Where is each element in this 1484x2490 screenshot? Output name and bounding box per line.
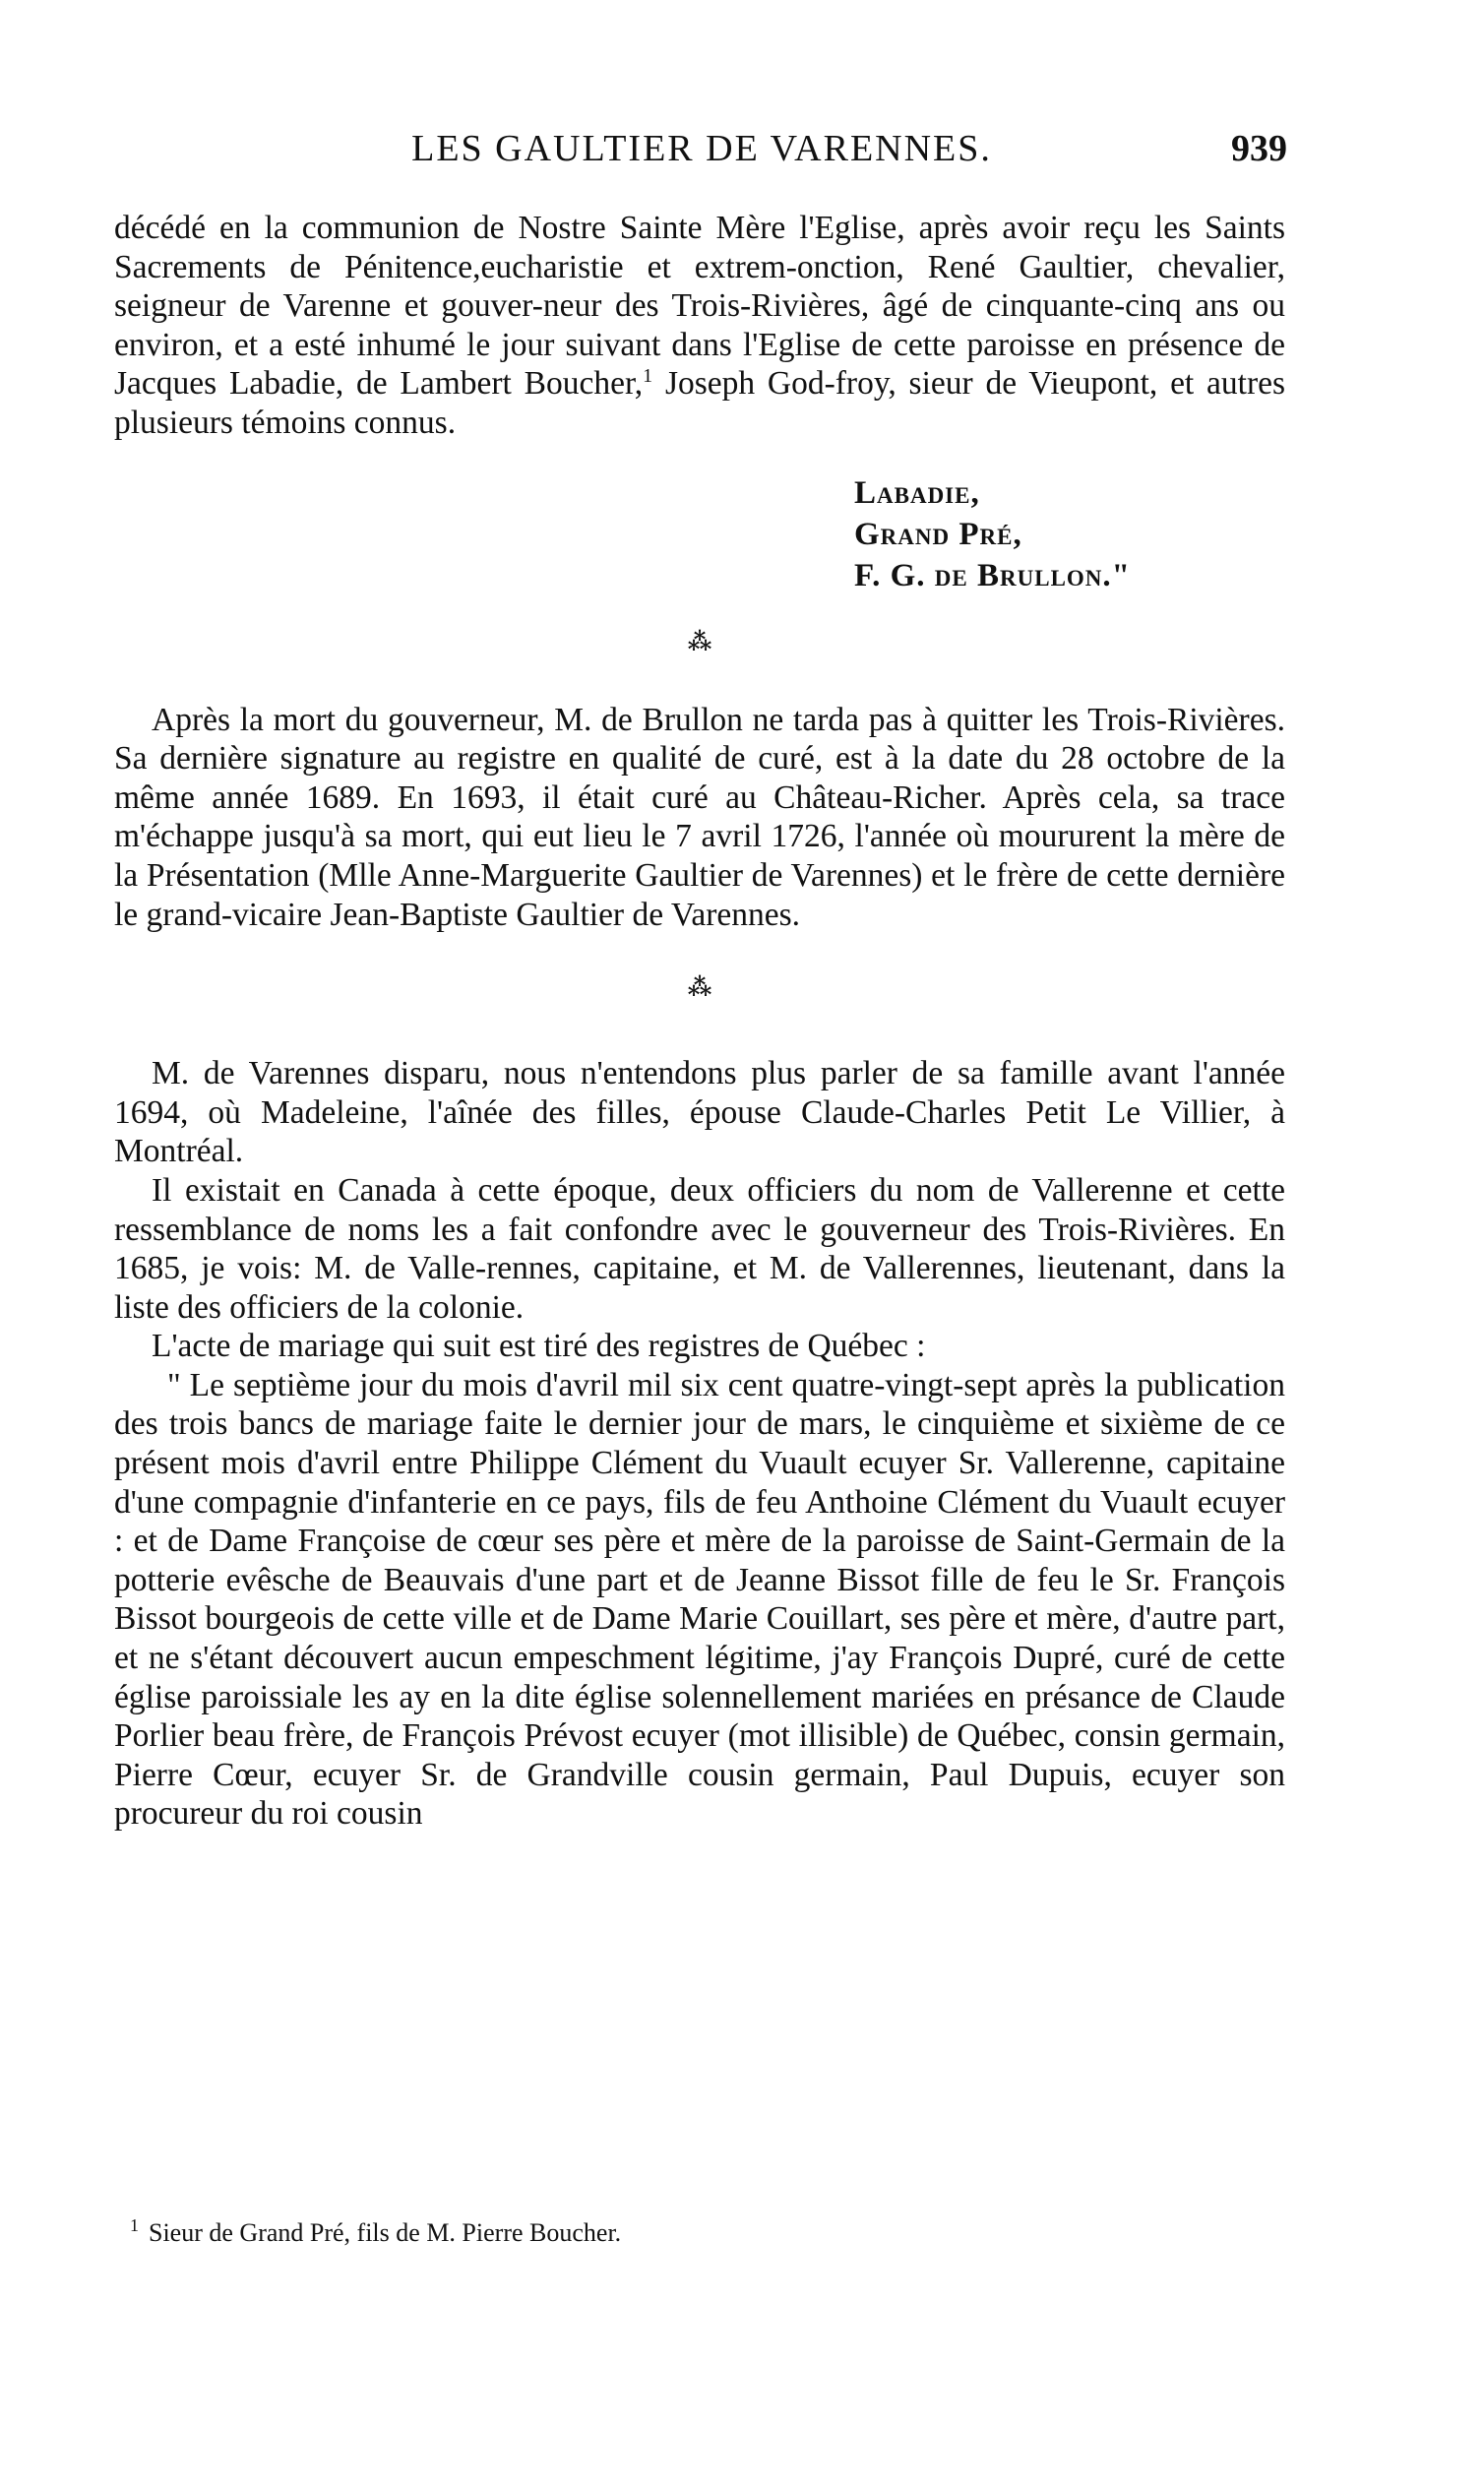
paragraph-officers: Il existait en Canada à cette époque, deux officiers du nom de Vallerenne et cette ressemblance de noms les a fait confondre avec le gouverneur des Trois-Rivières. En 1685, je vois: M. de Valle-rennes, capitaine, et M. de Vallerennes, lieutenant, dans la liste des officiers de la colonie. — [114, 1171, 1285, 1326]
footnote-mark: 1 — [130, 2215, 139, 2236]
signature-brullon: F. G. de Brullon." — [854, 557, 1131, 593]
footnote-text: Sieur de Grand Pré, fils de M. Pierre Boucher. — [149, 2218, 622, 2247]
paragraph-marriage-intro: L'acte de mariage qui suit est tiré des registres de Québec : — [152, 1328, 926, 1365]
body-text — [114, 209, 1285, 1834]
signature-labadie: Labadie, — [854, 474, 980, 511]
burial-record-text-end: Joseph God-froy, sieur de Vieupont, et autres plusieurs témoins connus. — [114, 365, 1286, 441]
page-number: 939 — [1231, 128, 1287, 169]
running-header — [116, 126, 1287, 171]
paragraph-brullon: Après la mort du gouverneur, M. de Brullon ne tarda pas à quitter les Trois-Rivières. Sa dernière signature au registre en qualité de curé, est à la date du 28 octobre de la même année 1689. En 1693, il était curé au Château-Richer. Après cela, sa trace m'échappe jusqu'à sa mort, qui eut lieu le 7 avril 1726, l'année où moururent la mère de la Présentation (Mlle Anne-Marguerite Gaultier de Varennes) et le frère de cette dernière le grand-vicaire Jean-Baptiste Gaultier de Varennes. — [114, 701, 1285, 933]
paragraph-marriage-record: " Le septième jour du mois d'avril mil six cent quatre-vingt-sept après la publication des trois bancs de mariage faite le dernier jour de mars, le cinquième et sixième de ce présent mois d'avril entre Philippe Clément du Vuault ecuyer Sr. Vallerenne, capitaine d'une compagnie d'infanterie en ce pays, fils de feu Anthoine Clément du Vuault ecuyer : et de Dame Françoise de cœur ses père et mère de la paroisse de Saint-Germain de la potterie evêsche de Beauvais d'une part et de Jeanne Bissot fille de feu le Sr. François Bissot bourgeois de cette ville et de Dame Marie Couillart, ses père et mère, d'autre part, et ne s'étant découvert aucun empeschment légitime, j'ay François Dupré, curé de cette église paroissiale les ay en la dite église solennellement mariées en présance de Claude Porlier beau frère, de François Prévost ecuyer (mot illisible) de Québec, consin germain, Pierre Cœur, ecuyer Sr. de Grandville cousin germain, Paul Dupuis, ecuyer son procureur du roi cousin — [114, 1366, 1285, 1833]
section-ornament: ⁂ — [687, 975, 712, 1002]
section-ornament: ⁂ — [687, 629, 712, 655]
footnote — [130, 2216, 1262, 2250]
signature-grand-pre: Grand Pré, — [854, 516, 1022, 552]
footnote-reference: 1 — [643, 365, 653, 388]
burial-record-text: décédé en la communion de Nostre Sainte Mère l'Eglise, après avoir reçu les Saints Sacrements de Pénitence,eucharistie et extrem-onction, René Gaultier, chevalier, seigneur de Varenne et gouver-neur des Trois-Rivières, âgé de cinquante-cinq ans ou environ, et a esté inhumé le jour suivant dans l'Eglise de cette paroisse en présence de Jacques Labadie, de Lambert Boucher, — [114, 210, 1285, 403]
paragraph-burial-record — [114, 209, 1285, 443]
paragraph-family: M. de Varennes disparu, nous n'entendons plus parler de sa famille avant l'année 1694, où Madeleine, l'aînée des filles, épouse Claude-Charles Petit Le Villier, à Montréal. — [114, 1055, 1285, 1170]
signature-block — [854, 472, 1285, 596]
running-title: LES GAULTIER DE VARENNES. — [411, 128, 992, 169]
